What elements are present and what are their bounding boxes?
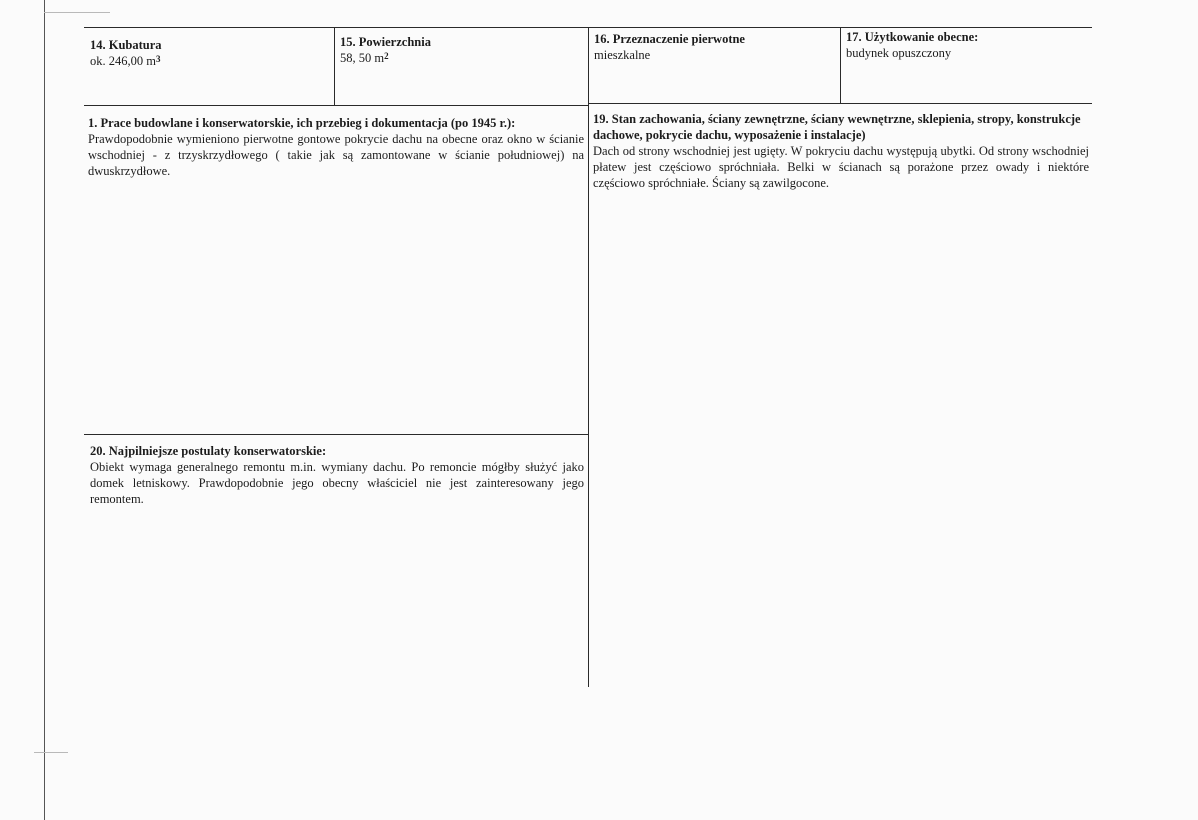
powierzchnia-unit-exponent: 2 [384, 51, 389, 61]
cell-stan-zachowania [593, 111, 1089, 191]
row-divider-top-left [84, 105, 588, 106]
col-divider-16-17 [840, 27, 841, 103]
left-margin-mark [34, 752, 68, 753]
przeznaczenie-heading: 16. Przeznaczenie pierwotne [594, 32, 745, 46]
cell-kubatura [90, 37, 330, 69]
prace-body: Prawdopodobnie wymieniono pierwotne gontowe pokrycie dachu na obecne oraz okno w ścianie wschodniej - z trzyskrzydłowego ( takie jak są zamontowane w ścianie południowej) na dwuskrzydłowe. [88, 132, 584, 178]
powierzchnia-value [340, 50, 585, 66]
stan-body: Dach od strony wschodniej jest ugięty. W pokryciu dachu występują ubytki. Od strony wschodniej płatew jest częściowo spróchniała. Belki w ścianach są porażone przez owady i niektóre częściowo spróchniałe. Ściany są zawilgocone. [593, 144, 1089, 190]
row-divider-top-right [588, 103, 1092, 104]
kubatura-value-text: ok. 246,00 m [90, 54, 156, 68]
left-margin-line [44, 0, 45, 820]
cell-uzytkowanie [846, 29, 1090, 61]
row-divider-postulaty [84, 434, 588, 435]
uzytkowanie-heading: 17. Użytkowanie obecne: [846, 30, 979, 44]
postulaty-body: Obiekt wymaga generalnego remontu m.in. wymiany dachu. Po remoncie mógłby służyć jako domek letniskowy. Prawdopodobnie jego obecny właściciel nie jest zainteresowany jego remontem. [90, 460, 584, 506]
top-corner-line [44, 12, 110, 13]
stan-heading: 19. Stan zachowania, ściany zewnętrzne, ściany wewnętrzne, sklepienia, stropy, konstrukcje dachowe, pokrycie dachu, wyposażenie i instalacje) [593, 112, 1081, 142]
kubatura-heading: 14. Kubatura [90, 38, 162, 52]
prace-heading: 1. Prace budowlane i konserwatorskie, ich przebieg i dokumentacja (po 1945 r.): [88, 116, 516, 130]
col-divider-main [588, 27, 589, 687]
powierzchnia-value-text: 58, 50 m [340, 51, 385, 65]
postulaty-heading: 20. Najpilniejsze postulaty konserwatorskie: [90, 444, 327, 458]
powierzchnia-heading: 15. Powierzchnia [340, 35, 431, 49]
cell-powierzchnia [340, 34, 585, 66]
kubatura-unit-exponent: 3 [155, 54, 161, 64]
col-divider-14-15 [334, 27, 335, 105]
cell-postulaty [90, 443, 584, 507]
przeznaczenie-value: mieszkalne [594, 48, 651, 62]
cell-prace-budowlane [88, 115, 584, 179]
uzytkowanie-value: budynek opuszczony [846, 46, 952, 60]
cell-przeznaczenie [594, 31, 836, 63]
kubatura-value [90, 53, 330, 69]
